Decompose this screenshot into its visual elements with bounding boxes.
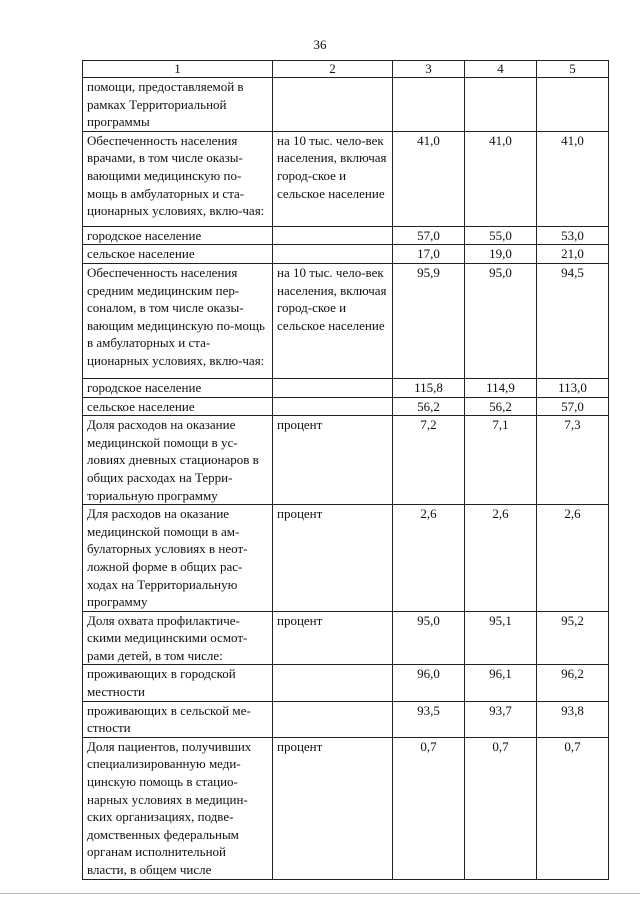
value-cell-col5: 113,0 bbox=[537, 378, 609, 397]
value-cell-col4: 95,1 bbox=[465, 611, 537, 665]
value-cell-col4: 0,7 bbox=[465, 737, 537, 879]
unit-cell: на 10 тыс. чело-век населения, включая город-ское и сельское население bbox=[273, 131, 393, 226]
unit-cell: процент bbox=[273, 416, 393, 505]
indicator-name-cell: Для расходов на оказание медицинской помощи в ам-булаторных условиях в неот-ложной форме в общих рас-ходах на Территориальную программу bbox=[83, 505, 273, 612]
unit-cell bbox=[273, 245, 393, 264]
value-cell-col4: 95,0 bbox=[465, 263, 537, 378]
value-cell-col4: 56,2 bbox=[465, 397, 537, 416]
indicator-name-cell: сельское население bbox=[83, 245, 273, 264]
unit-cell: процент bbox=[273, 611, 393, 665]
indicator-name-cell: Доля расходов на оказание медицинской помощи в ус-ловиях дневных стационаров в общих расходах на Терри-ториальную программу bbox=[83, 416, 273, 505]
value-cell-col5: 0,7 bbox=[537, 737, 609, 879]
column-header-1: 1 bbox=[83, 61, 273, 78]
value-cell-col5 bbox=[537, 78, 609, 132]
value-cell-col3: 95,9 bbox=[393, 263, 465, 378]
value-cell-col5: 2,6 bbox=[537, 505, 609, 612]
value-cell-col3: 2,6 bbox=[393, 505, 465, 612]
indicator-name-cell: проживающих в сельской ме-стности bbox=[83, 701, 273, 737]
table-header-row bbox=[83, 61, 609, 78]
value-cell-col3: 56,2 bbox=[393, 397, 465, 416]
indicators-table bbox=[82, 60, 609, 880]
indicator-name-cell: городское население bbox=[83, 378, 273, 397]
indicator-name-cell: Доля охвата профилактиче-скими медицинскими осмот-рами детей, в том числе: bbox=[83, 611, 273, 665]
indicator-name-cell: Доля пациентов, получивших специализированную меди-цинскую помощь в стацио-нарных условиях в медицин-ских организациях, подве-домственных федеральным органам исполнительной власти, в общем числе bbox=[83, 737, 273, 879]
value-cell-col3: 7,2 bbox=[393, 416, 465, 505]
indicator-name-cell: помощи, предоставляемой в рамках Территориальной программы bbox=[83, 78, 273, 132]
table-row bbox=[83, 131, 609, 226]
table-row bbox=[83, 701, 609, 737]
table-row bbox=[83, 611, 609, 665]
page-bottom-rule bbox=[0, 893, 640, 894]
value-cell-col5: 57,0 bbox=[537, 397, 609, 416]
table-body bbox=[83, 78, 609, 880]
value-cell-col4: 7,1 bbox=[465, 416, 537, 505]
table-row bbox=[83, 505, 609, 612]
value-cell-col3: 93,5 bbox=[393, 701, 465, 737]
unit-cell bbox=[273, 397, 393, 416]
value-cell-col3: 96,0 bbox=[393, 665, 465, 701]
value-cell-col4: 41,0 bbox=[465, 131, 537, 226]
unit-cell: на 10 тыс. чело-век населения, включая город-ское и сельское население bbox=[273, 263, 393, 378]
unit-cell: процент bbox=[273, 737, 393, 879]
table-row bbox=[83, 263, 609, 378]
unit-cell bbox=[273, 78, 393, 132]
value-cell-col4: 55,0 bbox=[465, 226, 537, 245]
unit-cell bbox=[273, 701, 393, 737]
column-header-5: 5 bbox=[537, 61, 609, 78]
column-header-2: 2 bbox=[273, 61, 393, 78]
table-row bbox=[83, 397, 609, 416]
value-cell-col3: 0,7 bbox=[393, 737, 465, 879]
unit-cell bbox=[273, 226, 393, 245]
value-cell-col5: 21,0 bbox=[537, 245, 609, 264]
table-row bbox=[83, 737, 609, 879]
value-cell-col5: 93,8 bbox=[537, 701, 609, 737]
table-row bbox=[83, 245, 609, 264]
value-cell-col5: 53,0 bbox=[537, 226, 609, 245]
table-row bbox=[83, 78, 609, 132]
column-header-4: 4 bbox=[465, 61, 537, 78]
value-cell-col3 bbox=[393, 78, 465, 132]
value-cell-col5: 41,0 bbox=[537, 131, 609, 226]
indicator-name-cell: проживающих в городской местности bbox=[83, 665, 273, 701]
value-cell-col5: 94,5 bbox=[537, 263, 609, 378]
column-header-3: 3 bbox=[393, 61, 465, 78]
indicator-name-cell: Обеспеченность населения средним медицинским пер-соналом, в том числе оказы-вающим медицинскую по-мощь в амбулаторных и ста-ционарных условиях, вклю-чая: bbox=[83, 263, 273, 378]
value-cell-col5: 96,2 bbox=[537, 665, 609, 701]
table-row bbox=[83, 378, 609, 397]
value-cell-col4 bbox=[465, 78, 537, 132]
value-cell-col4: 2,6 bbox=[465, 505, 537, 612]
table-row bbox=[83, 665, 609, 701]
value-cell-col4: 19,0 bbox=[465, 245, 537, 264]
indicator-name-cell: Обеспеченность населения врачами, в том числе оказы-вающими медицинскую по-мощь в амбулаторных и ста-ционарных условиях, вклю-чая: bbox=[83, 131, 273, 226]
value-cell-col3: 57,0 bbox=[393, 226, 465, 245]
value-cell-col4: 114,9 bbox=[465, 378, 537, 397]
indicator-name-cell: сельское население bbox=[83, 397, 273, 416]
value-cell-col5: 95,2 bbox=[537, 611, 609, 665]
unit-cell bbox=[273, 665, 393, 701]
page-number: 36 bbox=[313, 37, 327, 52]
indicator-name-cell: городское население bbox=[83, 226, 273, 245]
value-cell-col4: 96,1 bbox=[465, 665, 537, 701]
table-row bbox=[83, 416, 609, 505]
value-cell-col3: 95,0 bbox=[393, 611, 465, 665]
table-row bbox=[83, 226, 609, 245]
value-cell-col5: 7,3 bbox=[537, 416, 609, 505]
value-cell-col3: 17,0 bbox=[393, 245, 465, 264]
unit-cell bbox=[273, 378, 393, 397]
value-cell-col3: 41,0 bbox=[393, 131, 465, 226]
unit-cell: процент bbox=[273, 505, 393, 612]
value-cell-col4: 93,7 bbox=[465, 701, 537, 737]
value-cell-col3: 115,8 bbox=[393, 378, 465, 397]
